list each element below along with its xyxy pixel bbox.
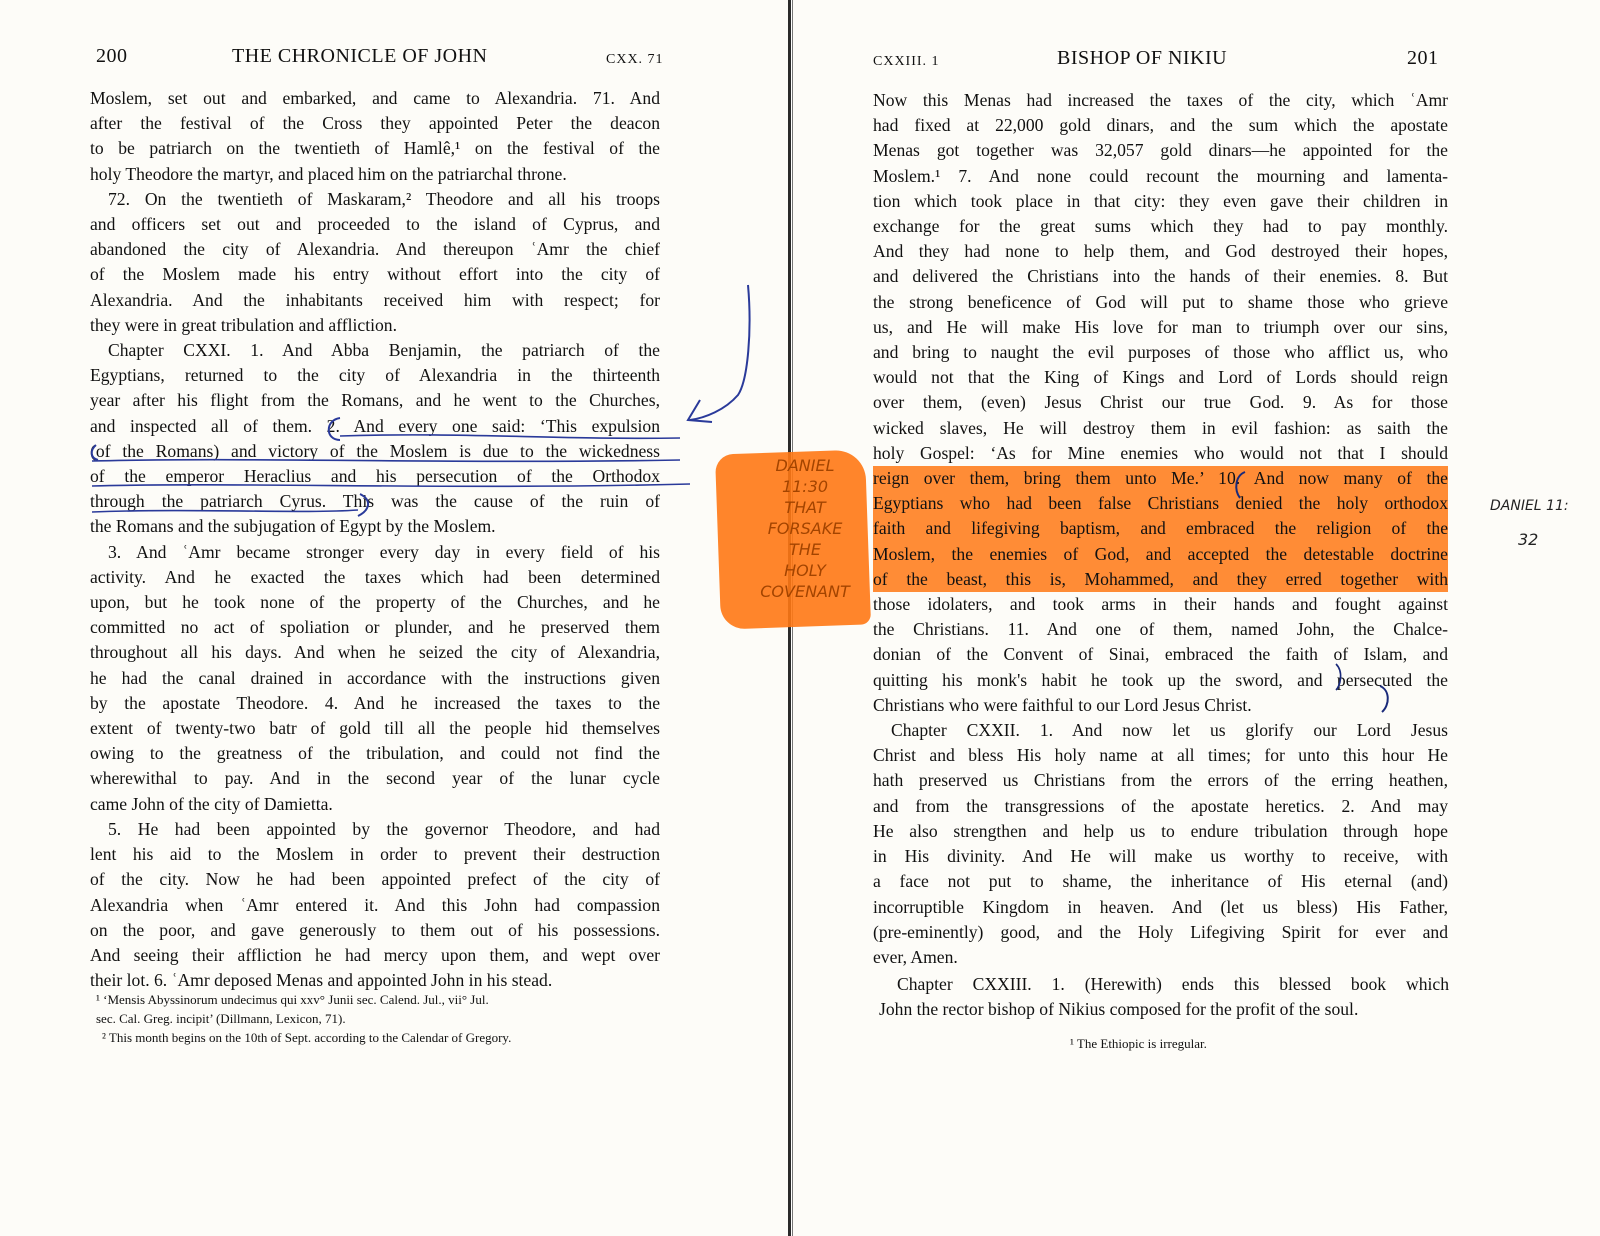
right-text-line: Egyptians who had been false Christians denied the holy orthodox bbox=[873, 491, 1448, 516]
left-text-line: after the festival of the Cross they appointed Peter the deacon bbox=[90, 113, 660, 134]
left-text-line: holy Theodore the martyr, and placed him on the patriarchal throne. bbox=[90, 163, 567, 184]
right-text-line: faith and lifegiving baptism, and embraced the religion of the bbox=[873, 516, 1448, 541]
left-text-line: Egyptians, returned to the city of Alexandria in the thirteenth bbox=[90, 365, 660, 386]
right-margin-note-1: DANIEL 11: bbox=[1490, 498, 1569, 514]
left-text-line: committed no act of spoliation or plunder, and he preserved them bbox=[90, 617, 660, 638]
right-text-line: donian of the Convent of Sinai, embraced the faith of Islam, and bbox=[873, 644, 1448, 665]
left-text-line: year after his flight from the Romans, and he went to the Churches, bbox=[90, 390, 660, 411]
left-text-line: of the Moslem made his entry without effort into the city of bbox=[90, 264, 660, 285]
left-text-line: wherewithal to pay. And in the second year of the lunar cycle bbox=[90, 768, 660, 789]
right-page bbox=[793, 0, 1600, 1236]
left-text-line: abandoned the city of Alexandria. And thereupon ʿAmr the chief bbox=[90, 239, 660, 260]
right-text-line: hath preserved us Christians from the errors of the erring heathen, bbox=[873, 770, 1448, 791]
left-text-line: they were in great tribulation and affliction. bbox=[90, 314, 397, 335]
footnote-2: ² This month begins on the 10th of Sept. according to the Calendar of Gregory. bbox=[102, 1030, 512, 1045]
section-ref-right: CXXIII. 1 bbox=[873, 54, 940, 69]
right-text-line: holy Gospel: ‘As for Mine enemies who would not that I should bbox=[873, 442, 1448, 463]
left-body-text bbox=[90, 86, 660, 993]
right-text-line: Menas got together was 32,057 gold dinars—he appointed for the bbox=[873, 140, 1448, 161]
right-text-line: and delivered the Christians into the hands of their enemies. 8. But bbox=[873, 266, 1448, 287]
right-text-line: wicked slaves, He will destroy them in evil fashion: as saith the bbox=[873, 417, 1448, 438]
footnote-right: ¹ The Ethiopic is irregular. bbox=[1070, 1036, 1207, 1051]
left-text-line: And seeing their affliction he had mercy upon them, and wept over bbox=[90, 944, 660, 965]
running-title-left: THE CHRONICLE OF JOHN bbox=[232, 45, 488, 67]
left-text-line: 3. And ʿAmr became stronger every day in every field of his bbox=[108, 541, 660, 562]
left-text-line: on the poor, and gave generously to them out of his possessions. bbox=[90, 919, 660, 940]
right-text-line: and from the transgressions of the apostate heretics. 2. And may bbox=[873, 795, 1448, 816]
right-text-line: Chapter CXXII. 1. And now let us glorify our Lord Jesus bbox=[891, 720, 1448, 741]
footnote-1a: ¹ ‘Mensis Abyssinorum undecimus qui xxv° Junii sec. Calend. Jul., vii° Jul. bbox=[96, 992, 489, 1007]
right-text-line: quitting his monk's habit he took up the sword, and persecuted the bbox=[873, 669, 1448, 690]
left-text-line: owing to the greatness of the tribulation, and could not find the bbox=[90, 743, 660, 764]
right-margin-note-2: 32 bbox=[1518, 530, 1539, 549]
left-text-line: Alexandria when ʿAmr entered it. And this John had compassion bbox=[90, 894, 660, 915]
chapter-123 bbox=[879, 972, 1449, 1022]
right-text-line: Christians who were faithful to our Lord Jesus Christ. bbox=[873, 694, 1252, 715]
right-text-line: exchange for the great sums which they had to pay monthly. bbox=[873, 216, 1448, 237]
left-text-line: the Romans and the subjugation of Egypt by the Moslem. bbox=[90, 516, 496, 537]
left-text-line: their lot. 6. ʿAmr deposed Menas and appointed John in his stead. bbox=[90, 970, 553, 991]
left-text-line: came John of the city of Damietta. bbox=[90, 793, 333, 814]
left-text-line: (of the Romans) and victory of the Moslem is due to the wickedness bbox=[90, 440, 660, 461]
running-title-right: BISHOP OF NIKIU bbox=[1057, 47, 1228, 69]
right-text-line: Christ and bless His holy name at all times; for unto this hour He bbox=[873, 745, 1448, 766]
right-text-line: us, and He will make His love for man to triumph over our sins, bbox=[873, 316, 1448, 337]
right-text-line: (pre-eminently) good, and the Holy Lifegiving Spirit for ever and bbox=[873, 921, 1448, 942]
right-text-line: And they had none to help them, and God destroyed their hopes, bbox=[873, 241, 1448, 262]
right-body-text bbox=[873, 88, 1448, 970]
section-ref-left: CXX. 71 bbox=[606, 52, 664, 67]
right-text-line: of the beast, this is, Mohammed, and they erred together with bbox=[873, 567, 1448, 592]
left-text-line: by the apostate Theodore. 4. And he increased the taxes to the bbox=[90, 692, 660, 713]
left-text-line: Moslem, set out and embarked, and came to Alexandria. 71. And bbox=[90, 88, 660, 108]
page-number-left: 200 bbox=[96, 45, 128, 67]
left-text-line: through the patriarch Cyrus. This was the cause of the ruin of bbox=[90, 491, 660, 512]
left-text-line: Alexandria. And the inhabitants received him with respect; for bbox=[90, 289, 660, 310]
left-text-line: and inspected all of them. 2. And every one said: ‘This expulsion bbox=[90, 415, 660, 436]
margin-note-daniel: DANIEL 11:30 THAT FORSAKE THE HOLY COVENANT bbox=[760, 456, 850, 601]
chapter-123-line-1: Chapter CXXIII. 1. (Herewith) ends this blessed book which bbox=[897, 974, 1449, 994]
left-text-line: of the emperor Heraclius and his persecution of the Orthodox bbox=[90, 466, 660, 487]
page-number-right: 201 bbox=[1407, 47, 1439, 69]
right-text-line: incorruptible Kingdom in heaven. And (let us bless) His Father, bbox=[873, 896, 1448, 917]
right-text-line: the Christians. 11. And one of them, named John, the Chalce- bbox=[873, 619, 1448, 640]
left-text-line: upon, but he took none of the property of the Churches, and he bbox=[90, 592, 660, 613]
footnote-1b: sec. Cal. Greg. incipit’ (Dillmann, Lexicon, 71). bbox=[96, 1011, 346, 1026]
chapter-123-line-2: John the rector bishop of Nikius composed for the profit of the soul. bbox=[879, 999, 1359, 1020]
left-text-line: he had the canal drained in accordance with the instructions given bbox=[90, 667, 660, 688]
right-text-line: a face not put to shame, the inheritance of His eternal (and) bbox=[873, 871, 1448, 892]
left-text-line: lent his aid to the Moslem in order to prevent their destruction bbox=[90, 844, 660, 865]
right-text-line: and bring to naught the evil purposes of those who afflict us, who bbox=[873, 342, 1448, 363]
right-text-line: Now this Menas had increased the taxes of the city, which ʿAmr bbox=[873, 90, 1448, 110]
left-text-line: 72. On the twentieth of Maskaram,² Theodore and all his troops bbox=[108, 188, 660, 209]
right-text-line: those idolaters, and took arms in their hands and fought against bbox=[873, 594, 1448, 615]
right-text-line: over them, (even) Jesus Christ our true God. 9. As for those bbox=[873, 392, 1448, 413]
right-text-line: would not that the King of Kings and Lord of Lords should reign bbox=[873, 367, 1448, 388]
left-text-line: to be patriarch on the twentieth of Hamlê,¹ on the festival of the bbox=[90, 138, 660, 159]
left-text-line: Chapter CXXI. 1. And Abba Benjamin, the patriarch of the bbox=[108, 340, 660, 361]
right-text-line: in His divinity. And He will make us worthy to receive, with bbox=[873, 846, 1448, 867]
right-text-line: He also strengthen and help us to endure tribulation through hope bbox=[873, 820, 1448, 841]
right-text-line: had fixed at 22,000 gold dinars, and the sum which the apostate bbox=[873, 115, 1448, 136]
right-text-line: Moslem.¹ 7. And none could recount the mourning and lamenta- bbox=[873, 165, 1448, 186]
left-text-line: activity. And he exacted the taxes which had been determined bbox=[90, 566, 660, 587]
right-text-line: tion which took place in that city: they even gave their children in bbox=[873, 190, 1448, 211]
left-text-line: of the city. Now he had been appointed prefect of the city of bbox=[90, 869, 660, 890]
footnotes-left bbox=[96, 990, 666, 1047]
left-text-line: 5. He had been appointed by the governor Theodore, and had bbox=[108, 818, 660, 839]
right-text-line: Moslem, the enemies of God, and accepted the detestable doctrine bbox=[873, 542, 1448, 567]
left-page bbox=[0, 0, 790, 1236]
right-text-line: the strong beneficence of God will put to shame those who grieve bbox=[873, 291, 1448, 312]
right-text-line: ever, Amen. bbox=[873, 946, 958, 967]
left-text-line: and officers set out and proceeded to the island of Cyprus, and bbox=[90, 214, 660, 235]
right-text-line: reign over them, bring them unto Me.’ 10. And now many of the bbox=[873, 466, 1448, 491]
left-text-line: extent of twenty-two batr of gold till all the people hid themselves bbox=[90, 718, 660, 739]
left-text-line: throughout all his days. And when he seized the city of Alexandria, bbox=[90, 642, 660, 663]
